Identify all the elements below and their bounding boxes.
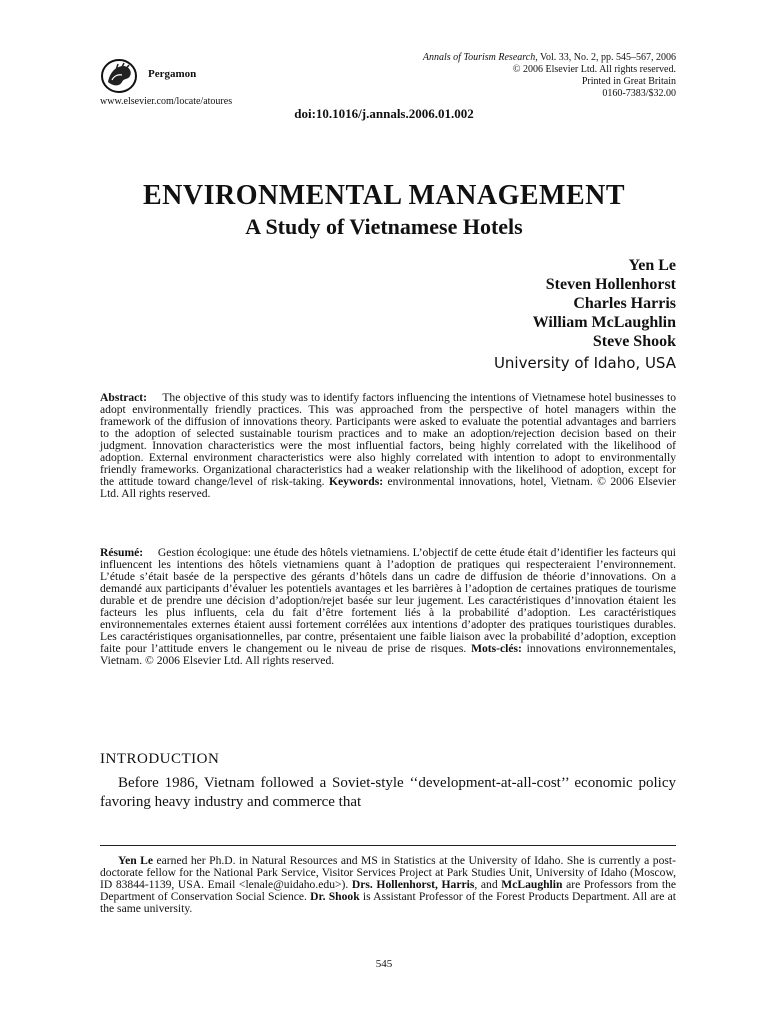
footnote-author: McLaughlin [501, 878, 563, 891]
keywords-label: Keywords: [329, 475, 384, 488]
printed-line: Printed in Great Britain [581, 76, 676, 87]
journal-info [423, 52, 676, 100]
footnote-author: Yen Le [118, 854, 154, 867]
introduction-text: Before 1986, Vietnam followed a Soviet-style ‘‘development-at-all-cost’’ economic policy favoring heavy industry and commerce that [100, 775, 676, 810]
footnote-text: is Assistant Professor of the Forest Products Department. All are at the same university. [100, 890, 676, 915]
footnote-text: are Professors from the Department of Conservation Social Science. [100, 878, 677, 903]
page-number: 545 [375, 958, 393, 970]
issn-line: 0160-7383/$32.00 [602, 88, 676, 99]
journal-volume: , Vol. 33, No. 2, pp. 545–567, 2006 [535, 52, 676, 63]
article-subtitle: A Study of Vietnamese Hotels [245, 214, 523, 239]
keywords-text: environmental innovations, hotel, Vietnam. © 2006 Elsevier Ltd. All rights reserved. [100, 475, 676, 500]
abstract [100, 392, 676, 500]
affiliation: University of Idaho, USA [493, 354, 676, 372]
journal-name: Annals of Tourism Research [422, 52, 536, 63]
footnote-text: earned her Ph.D. in Natural Resources and MS in Statistics at the University of Idaho. She is currently a post-doctorate fellow for the National Park Service, Visitor Services Project at Park Studies Unit, University of Idaho (Moscow, ID 83844-1139, USA. Email <lenale@uidaho.edu>). [100, 854, 676, 891]
footnote-text: , and [474, 878, 498, 891]
abstract-label: Abstract: [100, 391, 148, 404]
resume-label: Résumé: [100, 546, 144, 559]
copyright-line: © 2006 Elsevier Ltd. All rights reserved. [512, 64, 676, 75]
author-name: Charles Harris [573, 295, 676, 312]
resume [100, 547, 676, 667]
author-footnote [100, 855, 676, 915]
doi[interactable]: doi:10.1016/j.annals.2006.01.002 [294, 106, 474, 121]
journal-url[interactable]: www.elsevier.com/locate/atoures [100, 96, 233, 107]
author-name: Steven Hollenhorst [545, 276, 676, 293]
author-block [494, 256, 676, 373]
journal-citation [423, 52, 676, 64]
abstract-text: The objective of this study was to identify factors influencing the intentions of Vietnamese hotel businesses to adopt environmentally friendly practices. This was approached from the perspective of hotel managers within the framework of the diffusion of innovations theory. Participants were asked to evaluate the potential advantages and barriers to the adoption of selected sustainable tourism practices and to make an adoption/rejection decision based on their judgment. Innovation characteristics were the most influential factors, being highly correlated with the likelihood of adoption. External environment characteristics were also highly correlated with intention to adopt to environmentally friendly frameworks. Organizational characteristics had a weaker relationship with the likelihood of adoption, except for the attitude toward change/level of risk-taking. [100, 391, 676, 488]
footnote-author: Drs. Hollenhorst, Harris [351, 878, 475, 891]
author-name: Yen Le [628, 257, 676, 274]
footnote-author: Dr. Shook [310, 890, 360, 903]
section-heading: INTRODUCTION [100, 751, 220, 767]
author-name: Steve Shook [592, 333, 676, 350]
footnote-divider [100, 845, 676, 846]
pergamon-logo-icon [100, 58, 138, 94]
resume-text: Gestion écologique: une étude des hôtels vietnamiens. L’objectif de cette étude était d’identifier les facteurs qui influencent les intentions des hôtels vietnamiens quant à l’adoption de pratiques qui respecteraient l’environnement. L’étude s’était basée de la perspective des gérants d’hôtels dans un cadre de diffusion de théorie d’innovations. On a demandé aux participants d’évaluer les potentiels avantages et les barrières à l’adoption de certaines pratiques de tourisme durable et de prendre une décision d’adoption/rejet basée sur leur jugement. Les caractéristiques d’innovation étaient les facteurs les plus influents, cela du fait d’être fortement liés à la probabilité d’adoption. Les caractéristiques environnementales externes étaient aussi fortement corrélées aux intentions d’adopter des pratiques touristiques durables. Les caractéristiques organisationnelles, par contre, présentaient une faible liaison avec la probabilité d’adoption, exception faite pour l’attitude envers le changement ou le niveau de prise de risques. [100, 546, 676, 655]
mots-cles-label: Mots-clés: [471, 642, 522, 655]
author-name: William McLaughlin [532, 314, 676, 331]
mots-cles-text: innovations environnementales, Vietnam. © 2006 Elsevier Ltd. All rights reserved. [100, 642, 676, 667]
article-title: ENVIRONMENTAL MANAGEMENT [142, 180, 626, 211]
publisher-name: Pergamon [148, 68, 197, 80]
